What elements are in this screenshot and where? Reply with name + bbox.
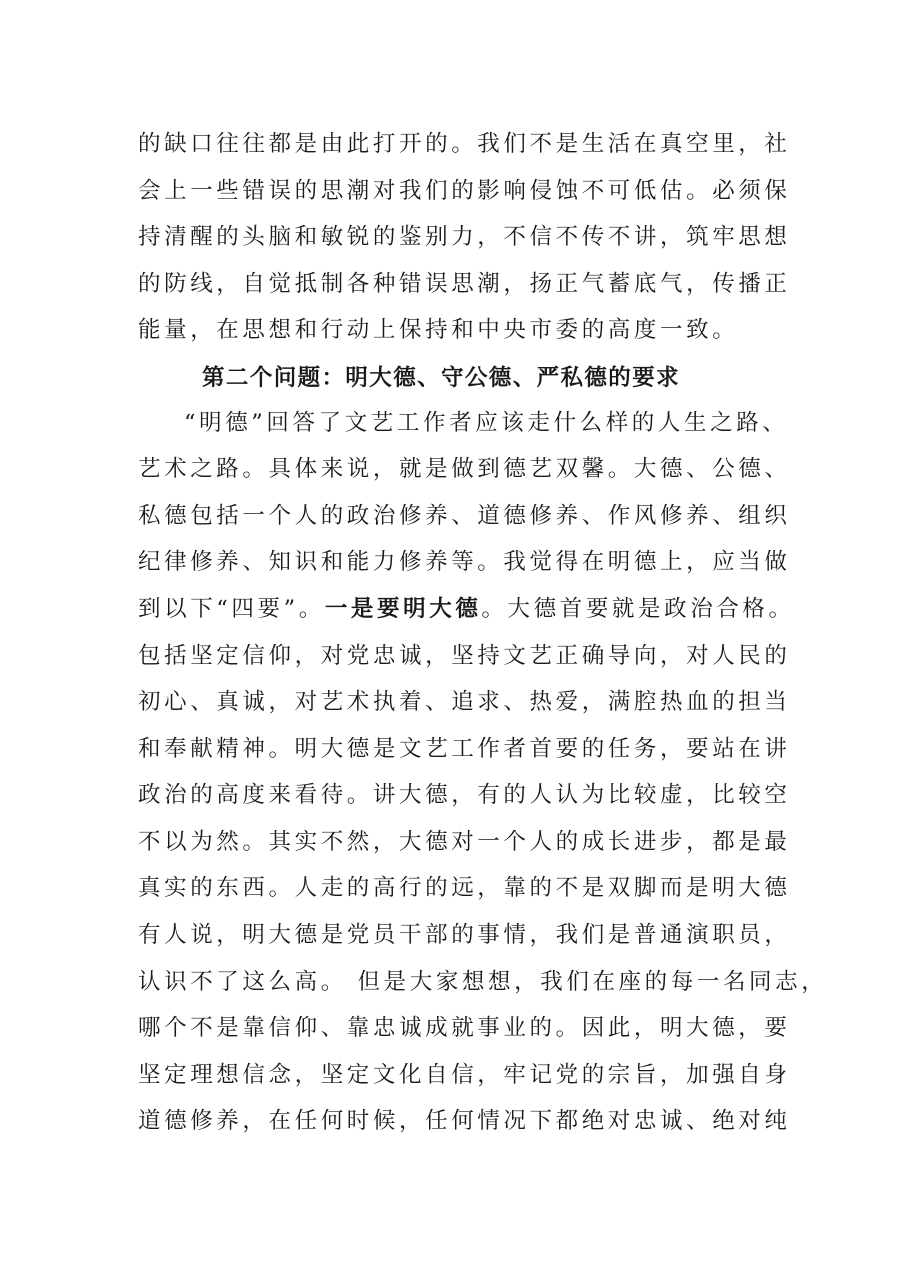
paragraph-line: 能量，在思想和行动上保持和中央市委的高度一致。 [138,317,739,343]
paragraph-line: 初心、真诚，对艺术执着、追求、热爱，满腔热血的担当 [138,689,791,715]
paragraph-line [138,593,798,625]
paragraph-line: 的缺口往往都是由此打开的。我们不是生活在真空里，社 [138,131,791,157]
line-text: 。大德首要就是政治合格。 [481,596,795,622]
paragraph-line: “明德”回答了文艺工作者应该走什么样的人生之路、 [184,410,789,436]
paragraph-line: 哪个不是靠信仰、靠忠诚成就事业的。因此，明大德，要 [138,1015,791,1041]
paragraph-line: 政治的高度来看待。讲大德，有的人认为比较虚，比较空 [138,782,791,808]
emphasis-text: 一是要明大德 [324,596,482,622]
paragraph-line: 艺术之路。具体来说，就是做到德艺双馨。大德、公德、 [138,456,791,482]
paragraph-line: 有人说，明大德是党员干部的事情，我们是普通演职员， [138,922,791,948]
section-heading: 第二个问题：明大德、守公德、严私德的要求 [202,365,681,391]
paragraph-line: 持清醒的头脑和敏锐的鉴别力，不信不传不讲，筑牢思想 [138,224,791,250]
paragraph-line: 私德包括一个人的政治修养、道德修养、作风修养、组织 [138,503,791,529]
paragraph-line: 真实的东西。人走的高行的远，靠的不是双脚而是明大德 [138,875,791,901]
paragraph-line: 坚定理想信念，坚定文化自信，牢记党的宗旨，加强自身 [138,1062,791,1088]
paragraph-line: 道德修养，在任何时候，任何情况下都绝对忠诚、绝对纯 [138,1108,791,1134]
paragraph-line: 包括坚定信仰，对党忠诚，坚持文艺正确导向，对人民的 [138,643,791,669]
line-text: 到以下“四要”。 [138,596,325,622]
paragraph-line: 纪律修养、知识和能力修养等。我觉得在明德上，应当做 [138,549,791,575]
paragraph-line: 和奉献精神。明大德是文艺工作者首要的任务，要站在讲 [138,736,791,762]
paragraph-line: 会上一些错误的思潮对我们的影响侵蚀不可低估。必须保 [138,178,791,204]
paragraph-line: 的防线，自觉抵制各种错误思潮，扬正气蓄底气，传播正 [138,271,791,297]
paragraph-line: 不以为然。其实不然，大德对一个人的成长进步，都是最 [138,829,791,855]
paragraph-line: 认识不了这么高。 但是大家想想，我们在座的每一名同志， [138,969,828,995]
